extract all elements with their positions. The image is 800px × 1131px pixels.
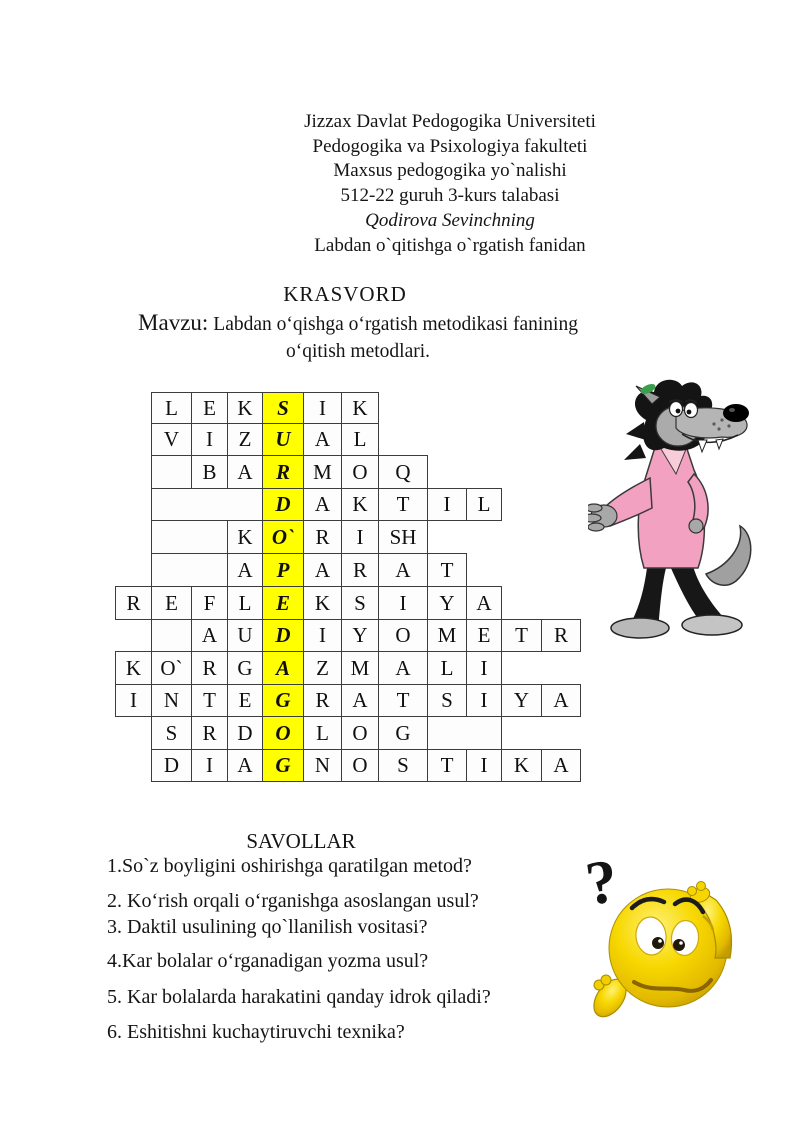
crossword-cell: S	[378, 749, 428, 782]
crossword-cell: O	[378, 619, 428, 652]
crossword-cell: A	[227, 455, 263, 489]
crossword-cell: Y	[427, 586, 467, 620]
wolf-fang-2	[716, 439, 723, 449]
crossword-cell: Y	[341, 619, 379, 652]
crossword-cell: E	[466, 619, 502, 652]
question-item-6: 6. Eshitishni kuchaytiruvchi texnika?	[107, 1021, 405, 1043]
crossword-empty-cell	[151, 455, 192, 489]
crossword-cell: M	[427, 619, 467, 652]
crossword-cell: T	[378, 684, 428, 717]
crossword-cell: V	[151, 423, 192, 456]
crossword-cell: O	[341, 455, 379, 489]
crossword-cell: S	[341, 586, 379, 620]
crossword-cell: S	[151, 716, 192, 750]
question-item-3: 3. Daktil usulining qo`llanilish vositasi?	[107, 916, 428, 938]
header-line-subject: Labdan o`qitishga o`rgatish fanidan	[314, 234, 586, 256]
header-line-university: Jizzax Davlat Pedogogika Universiteti	[304, 111, 596, 132]
crossword-cell: E	[262, 586, 304, 620]
crossword-empty-cell	[151, 488, 263, 521]
wolf-left-hand	[588, 504, 617, 531]
crossword-cell: I	[466, 651, 502, 685]
wolf-cartoon-svg	[588, 378, 763, 640]
crossword-cell: A	[466, 586, 502, 620]
topic-text: Labdan o‘qishga o‘rgatish metodikasi fanining o‘qitish metodlari.	[213, 314, 578, 362]
crossword-cell: A	[541, 684, 581, 717]
crossword-cell: I	[466, 749, 502, 782]
crossword-cell: K	[501, 749, 542, 782]
crossword-cell: A	[303, 488, 342, 521]
crossword-cell: R	[262, 455, 304, 489]
crossword-cell: O`	[151, 651, 192, 685]
crossword-cell: G	[378, 716, 428, 750]
crossword-cell: K	[341, 488, 379, 521]
crossword-cell: O	[341, 749, 379, 782]
crossword-cell: R	[341, 553, 379, 587]
crossword-cell: R	[191, 651, 228, 685]
crossword-cell: K	[115, 651, 152, 685]
crossword-cell: A	[303, 423, 342, 456]
crossword-cell: I	[191, 423, 228, 456]
wolf-hair-spikes	[624, 422, 646, 460]
crossword-cell: A	[303, 553, 342, 587]
crossword-cell: A	[191, 619, 228, 652]
crossword-cell: I	[303, 392, 342, 424]
crossword-cell: G	[262, 684, 304, 717]
crossword-cell: E	[227, 684, 263, 717]
crossword-cell: K	[341, 392, 379, 424]
topic-label: Mavzu:	[138, 310, 209, 335]
question-item-2: 2. Ko‘rish orqali o‘rganishga asoslangan usul?	[107, 890, 479, 912]
crossword-cell: Y	[501, 684, 542, 717]
crossword-cell: L	[227, 586, 263, 620]
crossword-cell: A	[262, 651, 304, 685]
crossword-cell: M	[303, 455, 342, 489]
thinking-emoji-svg	[572, 846, 740, 1026]
crossword-cell: I	[341, 520, 379, 554]
crossword-cell: O	[341, 716, 379, 750]
crossword-cell: S	[262, 392, 304, 424]
wolf-right-hand	[689, 519, 703, 533]
crossword-cell: A	[541, 749, 581, 782]
crossword-cell: D	[227, 716, 263, 750]
crossword-cell: R	[541, 619, 581, 652]
crossword-cell: K	[227, 392, 263, 424]
crossword-cell: L	[151, 392, 192, 424]
crossword-cell: E	[191, 392, 228, 424]
crossword-cell: G	[262, 749, 304, 782]
crossword-empty-cell	[151, 520, 228, 554]
crossword-cell: O	[262, 716, 304, 750]
header-line-author: Qodirova Sevinchning	[365, 209, 535, 231]
crossword-cell: O`	[262, 520, 304, 554]
header-line-faculty: Pedogogika va Psixologiya fakulteti	[312, 135, 588, 157]
crossword-cell: T	[191, 684, 228, 717]
crossword-cell: A	[378, 651, 428, 685]
crossword-cell: E	[151, 586, 192, 620]
crossword-empty-cell	[151, 619, 192, 652]
crossword-cell: T	[427, 553, 467, 587]
crossword-cell: S	[427, 684, 467, 717]
crossword-cell: D	[262, 619, 304, 652]
question-mark-icon: ?	[581, 846, 622, 919]
question-item-5: 5. Kar bolalarda harakatini qanday idrok qiladi?	[107, 986, 491, 1008]
crossword-cell: R	[303, 684, 342, 717]
question-item-1: 1.So`z boyligini oshirishga qaratilgan metod?	[107, 855, 472, 877]
crossword-cell: A	[341, 684, 379, 717]
crossword-cell: L	[303, 716, 342, 750]
crossword-cell: D	[151, 749, 192, 782]
crossword-cell: G	[227, 651, 263, 685]
wolf-right-shoe	[682, 615, 742, 635]
crossword-grid	[115, 392, 582, 783]
crossword-cell: R	[191, 716, 228, 750]
crossword-empty-cell	[151, 553, 228, 587]
crossword-cell: L	[427, 651, 467, 685]
header-line-direction: Maxsus pedogogika yo`nalishi	[333, 160, 567, 182]
crossword-cell: U	[262, 423, 304, 456]
crossword-cell: T	[501, 619, 542, 652]
crossword-cell: T	[427, 749, 467, 782]
crossword-cell: Z	[227, 423, 263, 456]
crossword-cell: R	[115, 586, 152, 620]
crossword-cell: I	[115, 684, 152, 717]
crossword-cell: I	[427, 488, 467, 521]
crossword-empty-cell	[427, 716, 502, 750]
crossword-cell: I	[303, 619, 342, 652]
crossword-cell: D	[262, 488, 304, 521]
crossword-cell: SH	[378, 520, 428, 554]
wolf-nose	[723, 404, 749, 422]
wolf-illustration	[588, 378, 763, 640]
savollar-heading: SAVOLLAR	[246, 829, 356, 853]
crossword-cell: K	[303, 586, 342, 620]
crossword-cell: N	[303, 749, 342, 782]
wolf-nose-glint	[729, 408, 735, 412]
document-header	[100, 110, 800, 258]
crossword-cell: R	[303, 520, 342, 554]
crossword-cell: A	[227, 749, 263, 782]
header-line-group: 512-22 guruh 3-kurs talabasi	[340, 185, 560, 207]
question-item-4: 4.Kar bolalar o‘rganadigan yozma usul?	[107, 950, 429, 972]
crossword-cell: T	[378, 488, 428, 521]
crossword-cell: M	[341, 651, 379, 685]
thinking-emoji-illustration	[572, 846, 740, 1026]
crossword-cell: L	[466, 488, 502, 521]
crossword-cell: L	[341, 423, 379, 456]
crossword-cell: Q	[378, 455, 428, 489]
wolf-tail	[706, 526, 751, 585]
topic-paragraph	[118, 309, 598, 365]
crossword-cell: A	[227, 553, 263, 587]
wolf-fang	[698, 440, 707, 452]
crossword-cell: Z	[303, 651, 342, 685]
crossword-cell: A	[378, 553, 428, 587]
crossword-cell: K	[227, 520, 263, 554]
wolf-left-shoe	[611, 618, 669, 638]
crossword-cell: F	[191, 586, 228, 620]
crossword-cell: U	[227, 619, 263, 652]
crossword-cell: P	[262, 553, 304, 587]
crossword-cell: B	[191, 455, 228, 489]
crossword-cell: I	[191, 749, 228, 782]
page-title: KRASVORD	[283, 282, 407, 306]
crossword-cell: I	[466, 684, 502, 717]
crossword-cell: I	[378, 586, 428, 620]
crossword-cell: N	[151, 684, 192, 717]
